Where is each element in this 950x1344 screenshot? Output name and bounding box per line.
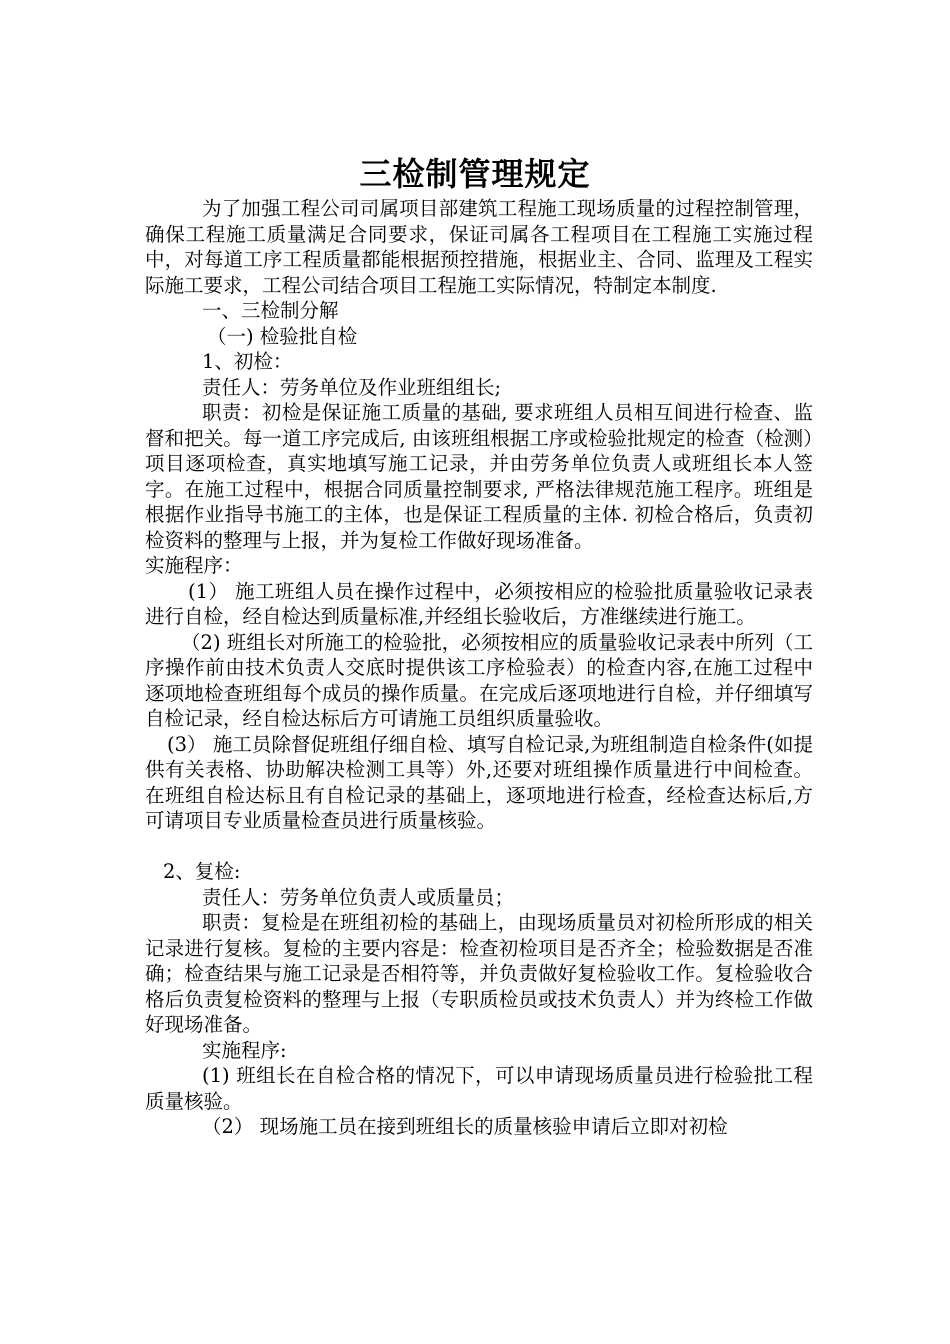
procedure-step: （2） 现场施工员在接到班组长的质量核验申请后立即对初检 [202, 1115, 728, 1138]
item-heading: 1、初检： [202, 350, 293, 373]
paragraph-intro: 为了加强工程公司司属项目部建筑工程施工现场质量的过程控制管理，确保工程施工质量满足合同要求，保证司属各工程项目在工程施工实施过程中，对每道工序工程质量都能根据预控措施，根据业主、合同、监理及工程实际施工要求，工程公司结合项目工程施工实际情况，特制定本制度. [145, 197, 813, 297]
paragraph-duties: 职责：复检是在班组初检的基础上，由现场质量员对初检所形成的相关记录进行复核。复检的主要内容是：检查初检项目是否齐全；检验数据是否准确；检查结果与施工记录是否相符等，并负责做好复检验收工作。复检验收合格后负责复检资料的整理与上报（专职质检员或技术负责人）并为终检工作做好现场准备。 [145, 911, 813, 1036]
paragraph-duties: 职责：初检是保证施工质量的基础, 要求班组人员相互间进行检查、监督和把关。每一道工序完成后, 由该班组根据工序或检验批规定的检查（检测）项目逐项检查，真实地填写施工记录，并由劳务单位负责人或班组长本人签字。在施工过程中，根据合同质量控制要求, 严格法律规范施工程序。班组是根据作业指导书施工的主体，也是保证工程质量的主体. 初检合格后，负责初检资料的整理与上报，并为复检工作做好现场准备。 [145, 401, 813, 552]
blank-line [145, 834, 813, 860]
subsection-heading: （一) 检验批自检 [207, 324, 358, 348]
procedure-heading: 实施程序: [202, 1038, 287, 1062]
paragraph-responsible: 责任人：劳务单位负责人或质量员； [202, 885, 515, 909]
procedure-step: （2) 班组长对所施工的检验批，必须按相应的质量验收记录表中所列（工序操作前由技术负责人交底时提供该工序检验表）的检查内容,在施工过程中逐项地检查班组每个成员的操作质量。在完成后逐项地进行自检，并仔细填写自检记录，经自检达标后方可请施工员组织质量验收。 [145, 630, 813, 730]
document-body [145, 196, 813, 1140]
procedure-step: (1) 班组长在自检合格的情况下，可以申请现场质量员进行检验批工程质量核验。 [145, 1064, 813, 1113]
procedure-step: (1） 施工班组人员在操作过程中，必须按相应的检验批质量验收记录表进行自检，经自检达到质量标准,并经组长验收后，方准继续进行施工。 [145, 579, 813, 628]
procedure-step: (3） 施工员除督促班组仔细自检、填写自检记录,为班组制造自检条件(如提供有关表格、协助解决检测工具等）外,还要对班组操作质量进行中间检查。在班组自检达标且有自检记录的基础上，逐项地进行检查，经检查达标后,方可请项目专业质量检查员进行质量核验。 [145, 732, 813, 832]
paragraph-responsible: 责任人：劳务单位及作业班组组长; [202, 375, 502, 399]
section-heading: 一、三检制分解 [202, 299, 339, 322]
procedure-heading: 实施程序： [145, 554, 243, 577]
document-title: 三检制管理规定 [359, 155, 591, 193]
item-heading: 2、复检: [163, 860, 241, 883]
